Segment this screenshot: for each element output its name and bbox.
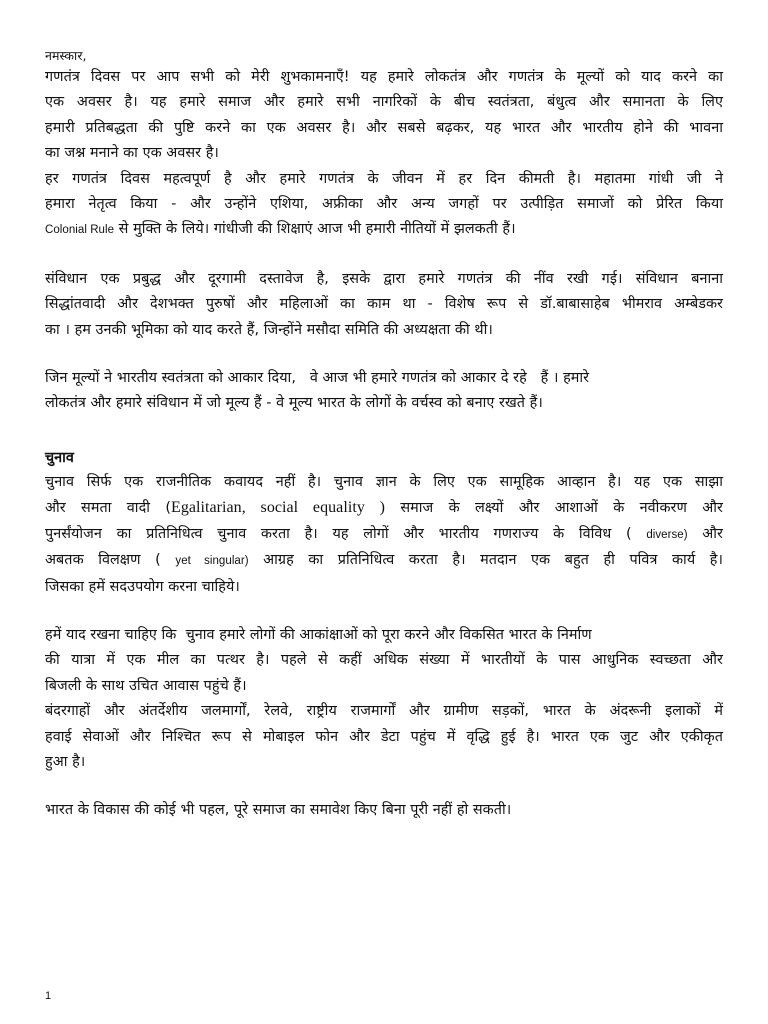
paragraph-line xyxy=(45,522,723,548)
line-segment: आग्रह का प्रतिनिधित्व करता है। मतदान एक बहुत ही पवित्र कार्य है। xyxy=(248,552,723,569)
paragraph-line: लोकतंत्र और हमारे संविधान में जो मूल्य हैं - वे मूल्य भारत के लोगों के वर्चस्व को बनाए रखते हैं। xyxy=(45,395,543,412)
line-segment: और समता वादी ( xyxy=(45,500,171,517)
paragraph-line: हवाई सेवाओं और निश्चित रूप से मोबाइल फोन और डेटा पहुंच में वृद्धि हुई है। भारत एक जुट और एकीकृत xyxy=(45,728,723,745)
paragraph-line: की यात्रा में एक मील का पत्थर है। पहले से कहीं अधिक संख्या में भारतीयों के पास आधुनिक स्वच्छता और xyxy=(45,652,723,669)
paragraph-line: चुनाव सिर्फ एक राजनीतिक कवायद नहीं है। चुनाव ज्ञान के लिए एक सामूहिक आव्हान है। यह एक साझा xyxy=(45,473,723,490)
paragraph-line: हुआ है। xyxy=(45,753,86,770)
paragraph-line: का जश्न मनाने का एक अवसर है। xyxy=(45,145,219,162)
paragraph-line: जिसका हमें सदउपयोग करना चाहिये। xyxy=(45,578,240,595)
paragraph-elections xyxy=(45,470,723,600)
paragraph-line: सिद्धांतवादी और देशभक्त पुरुषों और महिलाओं का काम था - विशेष रूप से डॉ.बाबासाहेब भीमराव अम्बेडकर xyxy=(45,296,723,313)
paragraph-line xyxy=(45,495,723,521)
paragraph-gandhi xyxy=(45,167,723,244)
paragraph-line: गणतंत्र दिवस पर आप सभी को मेरी शुभकामनाएँ! यह हमारे लोकतंत्र और गणतंत्र के मूल्यों को याद करने का xyxy=(45,69,723,85)
english-term: yet singular) xyxy=(175,555,249,568)
line-segment: समाज के लक्ष्यों और आशाओं के नवीकरण और xyxy=(385,500,723,517)
paragraph-line: हर गणतंत्र दिवस महत्वपूर्ण है और हमारे गणतंत्र के जीवन में हर दिन कीमती है। महातमा गांधी जी ने xyxy=(45,170,723,187)
line-segment: अबतक विलक्षण ( xyxy=(45,552,176,569)
paragraph-line: जिन मूल्यों ने भारतीय स्वतंत्रता को आकार दिया, वे आज भी हमारे गणतंत्र को आकार दे रहे हैं । हमारे xyxy=(45,370,590,387)
paragraph-infrastructure xyxy=(45,699,723,775)
paragraph-aspirations xyxy=(45,623,723,699)
paragraph-line: का । हम उनकी भूमिका को याद करते हैं, जिन्होंने मसौदा समिति की अध्यक्षता की थी। xyxy=(45,321,493,338)
paragraph-gap xyxy=(45,600,723,623)
english-term: Colonial Rule xyxy=(45,224,115,237)
section-heading: चुनाव xyxy=(45,449,74,466)
paragraph-line: हमें याद रखना चाहिए कि चुनाव हमारे लोगों की आकांक्षाओं को पूरा करने और विकसित भारत के निर्माण xyxy=(45,626,592,643)
paragraph-line: हमारी प्रतिबद्धता की पुष्टि करने का एक अवसर है। और सबसे बढ़कर, यह भारत और भारतीय होने की भावना xyxy=(45,119,723,136)
paragraph-gap xyxy=(45,775,723,798)
paragraph-inclusion: भारत के विकास की कोई भी पहल, पूरे समाज का समावेश किए बिना पूरी नहीं हो सकती। xyxy=(45,802,512,819)
paragraph-republic-day xyxy=(45,65,723,167)
page-number: 1 xyxy=(45,990,52,1002)
paragraph-line: एक अवसर है। यह हमारे समाज और हमारे सभी नागरिकों के बीच स्वतंत्रता, बंधुत्व और समानता के लिए xyxy=(45,94,723,111)
paragraph-gap xyxy=(45,244,723,267)
paragraph-line: बिजली के साथ उचित आवास पहुंचे हैं। xyxy=(45,677,247,694)
english-term: Egalitarian, social equality ) xyxy=(171,499,386,517)
paragraph-line: संविधान एक प्रबुद्ध और दूरगामी दस्तावेज है, इसके द्वारा हमारे गणतंत्र की नींव रखी गई। संविधान बनाना xyxy=(45,270,723,287)
english-term: diverse) xyxy=(646,528,688,541)
paragraph-line: हमारा नेतृत्व किया - और उन्होंने एशिया, अफ्रीका और अन्य जगहों पर उत्पीड़ित समाजों को प्रेरित किया xyxy=(45,196,723,213)
paragraph-constitution xyxy=(45,267,723,343)
paragraph-line: बंदरगाहों और अंतर्देशीय जलमार्गों, रेलवे, राष्ट्रीय राजमार्गों और ग्रामीण सड़कों, भारत के अंदरूनी इलाकों में xyxy=(45,703,723,720)
document-body xyxy=(45,47,723,824)
paragraph-gap xyxy=(45,417,723,440)
line-segment: पुनर्संयोजन का प्रतिनिधित्व चुनाव करता है। यह लोगों और भारतीय गणराज्य के विविध ( xyxy=(45,525,647,542)
paragraph-gap xyxy=(45,343,723,366)
paragraph-values xyxy=(45,366,723,417)
line-segment: से मुक्ति के लिये। गांधीजी की शिक्षाएं आज भी हमारी नीतियों में झलकती हैं। xyxy=(114,221,516,238)
paragraph-line xyxy=(45,217,723,243)
paragraph-line xyxy=(45,548,723,574)
greeting: नमस्कार, xyxy=(45,48,87,63)
line-segment: और xyxy=(687,525,723,542)
